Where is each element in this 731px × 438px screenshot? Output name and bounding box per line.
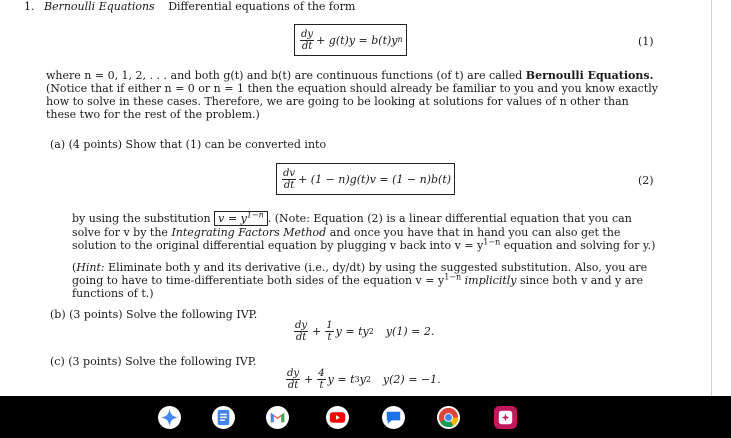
part-b-equation: $\frac{dy}{dt}$ + $\frac{1}{t}$ y = ty 2 y(1) = 2. <box>295 320 435 343</box>
substitution-box: $v = y^{1-n}$ <box>214 211 268 226</box>
part-a-label: (a) (4 points) Show that (1) can be converted into <box>50 138 327 151</box>
problem-subtitle: Differential equations of the form <box>168 0 356 13</box>
fraction-dy-dt: $\frac{dy}{dt}$ <box>301 28 314 52</box>
equation-1: $\frac{dy}{dt}$ + g(t)y = b(t)y n <box>294 24 407 56</box>
gemini-icon[interactable] <box>158 406 181 429</box>
gmail-icon[interactable] <box>266 406 289 429</box>
problem-title: Bernoulli Equations <box>44 0 155 13</box>
equation-1-label: (1) <box>638 35 654 48</box>
youtube-icon[interactable] <box>326 406 349 429</box>
taskbar <box>0 396 731 438</box>
part-b-label: (b) (3 points) Solve the following IVP. <box>50 308 258 321</box>
chrome-icon[interactable] <box>437 406 460 429</box>
problem-header <box>24 0 355 13</box>
scrollbar-track[interactable] <box>711 0 731 396</box>
part-c-equation: $\frac{dy}{dt}$ + $\frac{4}{t}$ y = t 3 y 2 y(2) = −1. <box>287 368 441 391</box>
docs-icon[interactable] <box>212 406 235 429</box>
part-a-hint: (Hint: Eliminate both y and its derivative (i.e., dy/dt) by using the suggested substitution. Also, you are going to have to time-differentiate both sides of the equation $v = y^{1-n}$ implicitly since both v and y are functions of t.) <box>72 261 648 300</box>
chat-icon[interactable] <box>382 406 405 429</box>
part-c-label: (c) (3 points) Solve the following IVP. <box>50 355 257 368</box>
intro-paragraph: where n = 0, 1, 2, . . . and both g(t) and b(t) are continuous functions (of t) are called Bernoulli Equations. (Notice that if either n = 0 or n = 1 then the equation should already be familiar to you and you know exactly how to solve in these cases. Therefore, we are going to be looking at solutions for values of n other than these two for the rest of the problem.) <box>46 69 658 121</box>
sparkle-app-icon[interactable] <box>494 406 517 429</box>
part-a-text: by using the substitution $v = y^{1-n}$ . (Note: Equation (2) is a linear differential equation that you can solve for v by the Integrating Factors Method and once you have that in hand you can also get the solution to the original differential equation by plugging v back into $v = y^{1-n}$ equation and solving for y.) <box>72 210 656 252</box>
fraction-dv-dt: $\frac{dv}{dt}$ <box>283 167 296 191</box>
equation-2-label: (2) <box>638 174 654 187</box>
problem-number: 1. <box>24 0 35 13</box>
equation-2: $\frac{dv}{dt}$ + (1 − n)g(t)v = (1 − n)b(t) <box>276 163 455 195</box>
